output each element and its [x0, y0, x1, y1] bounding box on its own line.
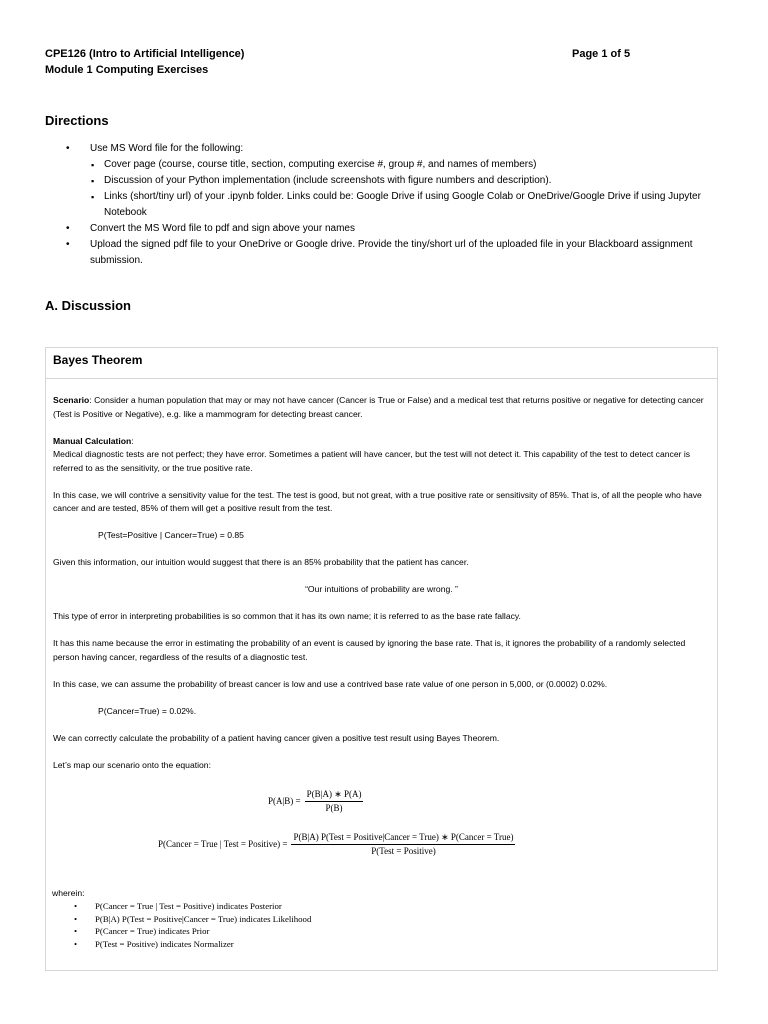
manual-paragraph	[53, 435, 710, 476]
assume-paragraph: In this case, we can assume the probability of breast cancer is low and use a contrived base rate value of one person in 5,000, or (0.0002) 0.02%.	[53, 678, 608, 689]
bayes-equation-lhs: P(A|B) =	[268, 796, 301, 806]
error-text: Medical diagnostic tests are not perfect; they have error. Sometimes a patient will have cancer, but the test will not detect it. This capability of the test to detect cancer is referred to as the sensitivity, or the true positive rate.	[53, 449, 691, 473]
box-title: Bayes Theorem	[46, 348, 717, 379]
cancer-fraction	[291, 832, 515, 856]
bayes-denominator: P(B)	[325, 803, 343, 813]
scenario-label: Scenario	[53, 395, 90, 405]
bayes-numerator: P(B|A) ∗ P(A)	[305, 789, 364, 802]
header-page-number: Page 1 of 5	[572, 48, 631, 60]
directions-item-text: Use MS Word file for the following:	[90, 143, 244, 154]
legend-item: • P(B|A) P(Test = Positive|Cancer = True) indicates Likelihood	[52, 913, 311, 926]
scenario-text: : Consider a human population that may or may not have cancer (Cancer is True or False) and a medical test that returns positive or negative for detecting cancer (Test is Positive or Negative), e.g. like a mammogram for detecting breast cancer.	[53, 395, 704, 419]
section-heading: A. Discussion	[45, 298, 131, 313]
contrive-paragraph: In this case, we will contrive a sensitivity value for the test. The test is good, but not great, with a true positive rate or sensitivsity of 85%. That is, of all the people who have cancer and are tested, 85% of them will get a positive result from the test.	[53, 489, 702, 513]
term-legend-list	[52, 900, 311, 950]
directions-list	[45, 141, 725, 269]
cancer-equation	[158, 832, 608, 856]
directions-subitem: ▪ Discussion of your Python implementation (include screenshots with figure numbers and description).	[90, 173, 725, 189]
directions-item	[45, 141, 725, 221]
manual-colon: :	[131, 435, 134, 446]
legend-item: • P(Test = Positive) indicates Normalizer	[52, 938, 311, 951]
intuition-paragraph: Given this information, our intuition would suggest that there is an 85% probability that the patient has cancer.	[53, 557, 469, 567]
correct-paragraph: We can correctly calculate the probability of a patient having cancer given a positive test result using Bayes Theorem.	[53, 732, 500, 743]
scenario-paragraph	[53, 394, 710, 421]
sensitivity-formula: P(Test=Positive | Cancer=True) = 0.85	[98, 530, 244, 540]
directions-subitem: ▪ Cover page (course, course title, section, computing exercise #, group #, and names of members)	[90, 157, 725, 173]
prior-formula: P(Cancer=True) = 0.02%.	[98, 705, 197, 716]
legend-item: • P(Cancer = True | Test = Positive) indicates Posterior	[52, 900, 311, 913]
quote: “Our intuitions of probability are wrong. ”	[305, 584, 458, 594]
directions-sublist	[90, 157, 725, 221]
header-course: CPE126 (Intro to Artificial Intelligence)	[45, 48, 245, 60]
bayes-equation	[268, 789, 448, 813]
directions-heading: Directions	[45, 113, 109, 128]
name-paragraph: It has this name because the error in estimating the probability of an event is caused by ignoring the base rate. That is, it ignores the probability of a randomly selected person having cancer, regardless of the results of a diagnostic test.	[53, 638, 686, 662]
box-body	[53, 394, 710, 786]
legend-item: • P(Cancer = True) indicates Prior	[52, 925, 311, 938]
wherein-label: wherein:	[52, 888, 85, 898]
manual-label: Manual Calculation	[53, 435, 132, 446]
map-paragraph: Let’s map our scenario onto the equation:	[53, 759, 211, 770]
fallacy-paragraph: This type of error in interpreting probabilities is so common that it has its own name; it is referred to as the base rate fallacy.	[53, 611, 521, 621]
header-module: Module 1 Computing Exercises	[45, 64, 209, 76]
bayes-fraction	[305, 789, 364, 813]
bayes-theorem-box	[45, 347, 718, 971]
directions-item: • Upload the signed pdf file to your OneDrive or Google drive. Provide the tiny/short url of the uploaded file in your Blackboard assignment submission.	[45, 237, 725, 269]
cancer-numerator: P(B|A) P(Test = Positive|Cancer = True) ∗ P(Cancer = True)	[291, 832, 515, 845]
cancer-denominator: P(Test = Positive)	[371, 846, 436, 856]
directions-item: • Convert the MS Word file to pdf and sign above your names	[45, 221, 725, 237]
cancer-equation-lhs: P(Cancer = True | Test = Positive) =	[158, 839, 288, 849]
directions-subitem: ▪ Links (short/tiny url) of your .ipynb folder. Links could be: Google Drive if using Google Colab or OneDrive/Google Drive if using Jupyter Notebook	[90, 189, 725, 221]
